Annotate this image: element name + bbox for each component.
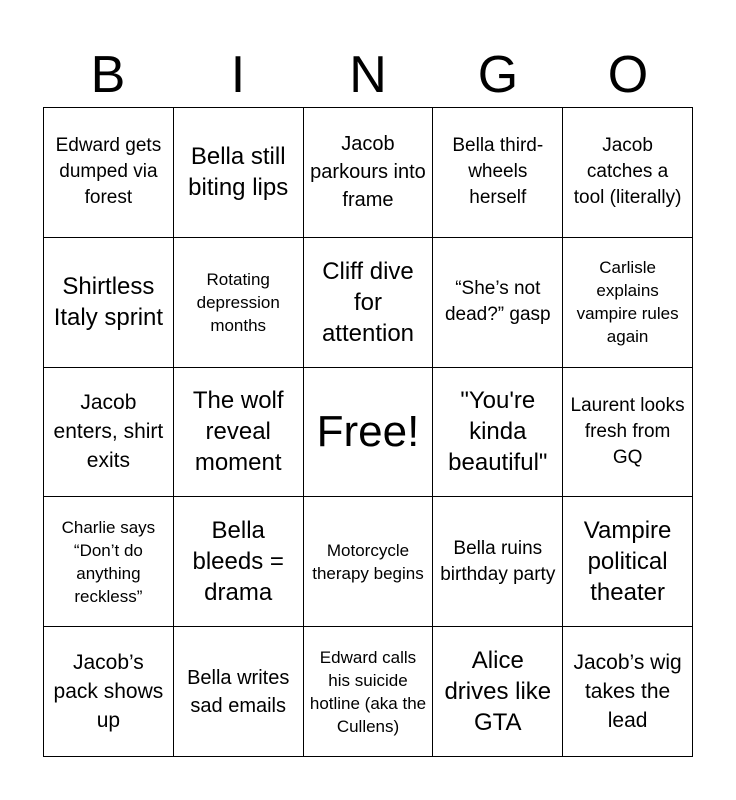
bingo-cell[interactable]: Edward calls his suicide hotline (aka the Cullens) bbox=[304, 627, 434, 757]
header-letter-b: B bbox=[90, 46, 126, 104]
bingo-cell[interactable]: Cliff dive for attention bbox=[304, 238, 434, 368]
bingo-header bbox=[43, 44, 693, 106]
bingo-cell[interactable]: Bella still biting lips bbox=[174, 108, 304, 238]
header-letter-o: O bbox=[607, 46, 649, 104]
bingo-cell[interactable]: Bella ruins birthday party bbox=[433, 497, 563, 627]
bingo-cell[interactable]: Vampire political theater bbox=[563, 497, 693, 627]
bingo-cell[interactable]: Rotating depression months bbox=[174, 238, 304, 368]
bingo-cell[interactable]: “She’s not dead?” gasp bbox=[433, 238, 563, 368]
bingo-cell[interactable]: Laurent looks fresh from GQ bbox=[563, 368, 693, 498]
header-letter-i: I bbox=[230, 46, 246, 104]
bingo-grid bbox=[43, 107, 693, 757]
bingo-cell[interactable]: The wolf reveal moment bbox=[174, 368, 304, 498]
bingo-cell[interactable]: Jacob parkours into frame bbox=[304, 108, 434, 238]
bingo-cell[interactable]: Carlisle explains vampire rules again bbox=[563, 238, 693, 368]
bingo-cell[interactable]: Bella writes sad emails bbox=[174, 627, 304, 757]
bingo-cell[interactable]: Charlie says “Don’t do anything reckless” bbox=[44, 497, 174, 627]
bingo-cell[interactable]: Jacob’s pack shows up bbox=[44, 627, 174, 757]
bingo-cell[interactable]: Shirtless Italy sprint bbox=[44, 238, 174, 368]
bingo-cell[interactable]: Motorcycle therapy begins bbox=[304, 497, 434, 627]
bingo-cell[interactable]: Jacob catches a tool (literally) bbox=[563, 108, 693, 238]
bingo-cell[interactable]: Jacob’s wig takes the lead bbox=[563, 627, 693, 757]
bingo-cell[interactable]: Edward gets dumped via forest bbox=[44, 108, 174, 238]
bingo-cell[interactable]: Jacob enters, shirt exits bbox=[44, 368, 174, 498]
bingo-cell[interactable]: Bella third-wheels herself bbox=[433, 108, 563, 238]
header-letter-n: N bbox=[349, 46, 387, 104]
bingo-cell[interactable]: Alice drives like GTA bbox=[433, 627, 563, 757]
free-space-cell[interactable]: Free! bbox=[304, 368, 434, 498]
bingo-cell[interactable]: "You're kinda beautiful" bbox=[433, 368, 563, 498]
bingo-cell[interactable]: Bella bleeds = drama bbox=[174, 497, 304, 627]
header-letter-g: G bbox=[477, 46, 519, 104]
